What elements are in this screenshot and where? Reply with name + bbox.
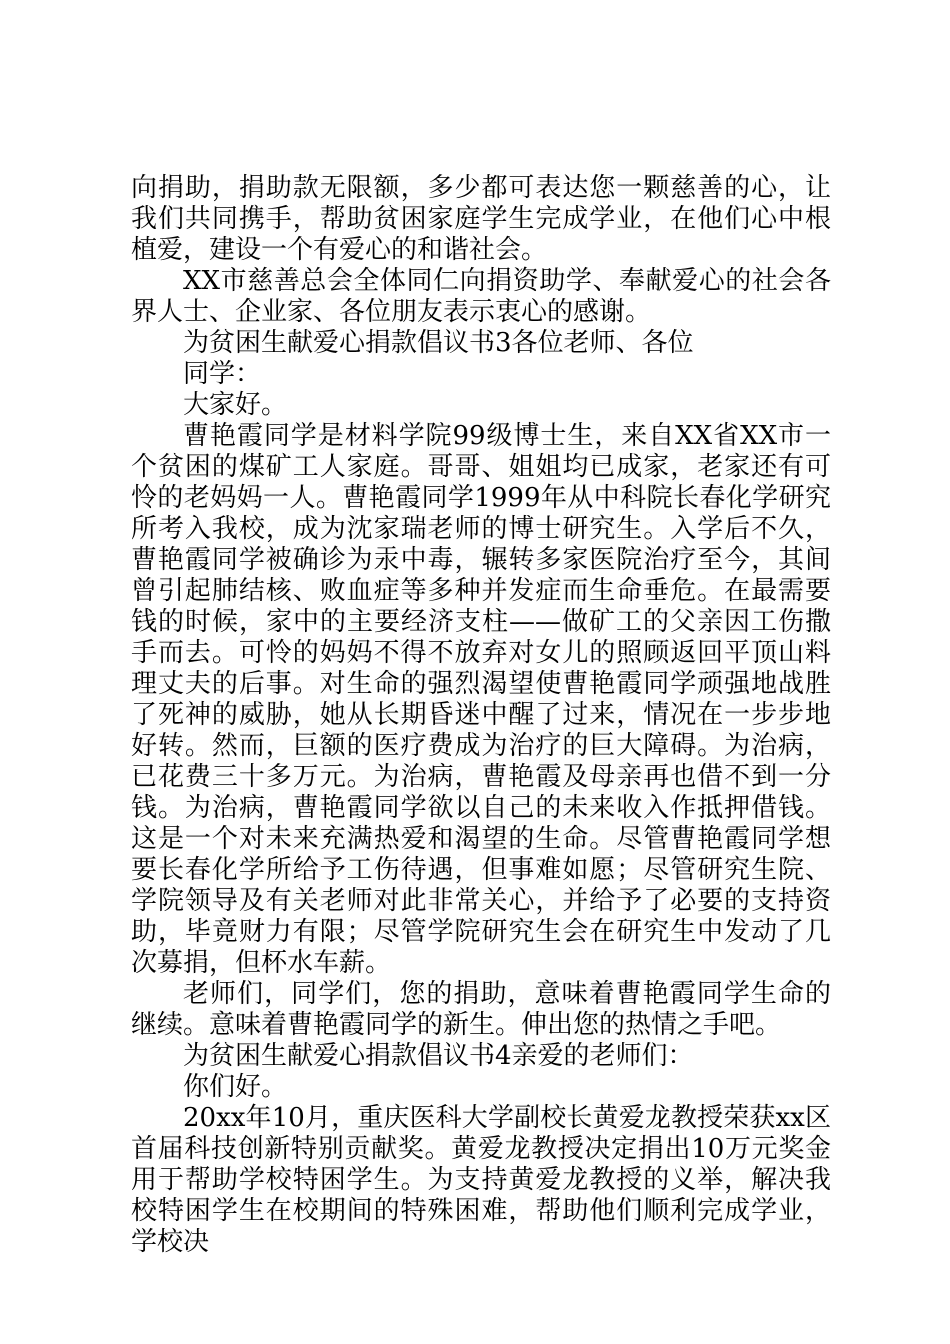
paragraph-proposal-4-heading: 为贫困生献爱心捐款倡议书4亲爱的老师们： [183,1041,694,1071]
paragraph-salutation-students: 同学： [183,359,262,389]
paragraph-award: 20xx年10月，重庆医科大学副校长黄爱龙教授荣获xx区首届科技创新特别贡献奖。黄爱龙教授决定捐出10万元奖金用于帮助学校特困学生。为支持黄爱龙教授的义举，解决我校特困学生在校期间的特殊困难，帮助他们顺利完成学业，学校决 [131,1103,831,1257]
document-body [131,173,831,1258]
paragraph-thanks: XX市慈善总会全体同仁向捐资助学、奉献爱心的社会各界人士、企业家、各位朋友表示衷心的感谢。 [131,266,831,327]
paragraph-greeting: 大家好。 [183,390,288,420]
paragraph-greeting-2: 你们好。 [183,1072,288,1102]
paragraph-proposal-3-heading: 为贫困生献爱心捐款倡议书3各位老师、各位 [183,328,694,358]
paragraph-continuation: 向捐助，捐助款无限额，多少都可表达您一颗慈善的心，让我们共同携手，帮助贫困家庭学生完成学业，在他们心中根植爱，建设一个有爱心的和谐社会。 [131,173,831,265]
paragraph-story: 曹艳霞同学是材料学院99级博士生，来自XX省XX市一个贫困的煤矿工人家庭。哥哥、姐姐均已成家，老家还有可怜的老妈妈一人。曹艳霞同学1999年从中科院长春化学研究所考入我校，成为沈家瑞老师的博士研究生。入学后不久，曹艳霞同学被确诊为汞中毒，辗转多家医院治疗至今，其间曾引起肺结核、败血症等多种并发症而生命垂危。在最需要钱的时候，家中的主要经济支柱——做矿工的父亲因工伤撒手而去。可怜的妈妈不得不放弃对女儿的照顾返回平顶山料理丈夫的后事。对生命的强烈渴望使曹艳霞同学顽强地战胜了死神的威胁，她从长期昏迷中醒了过来，情况在一步步地好转。然而，巨额的医疗费成为治疗的巨大障碍。为治病，已花费三十多万元。为治病，曹艳霞及母亲再也借不到一分钱。为治病，曹艳霞同学欲以自己的未来收入作抵押借钱。这是一个对未来充满热爱和渴望的生命。尽管曹艳霞同学想要长春化学所给予工伤待遇，但事难如愿；尽管研究生院、学院领导及有关老师对此非常关心，并给予了必要的支持资助，毕竟财力有限；尽管学院研究生会在研究生中发动了几次募捐，但杯水车薪。 [131,421,831,978]
paragraph-appeal: 老师们，同学们，您的捐助，意味着曹艳霞同学生命的继续。意味着曹艳霞同学的新生。伸出您的热情之手吧。 [131,979,831,1040]
